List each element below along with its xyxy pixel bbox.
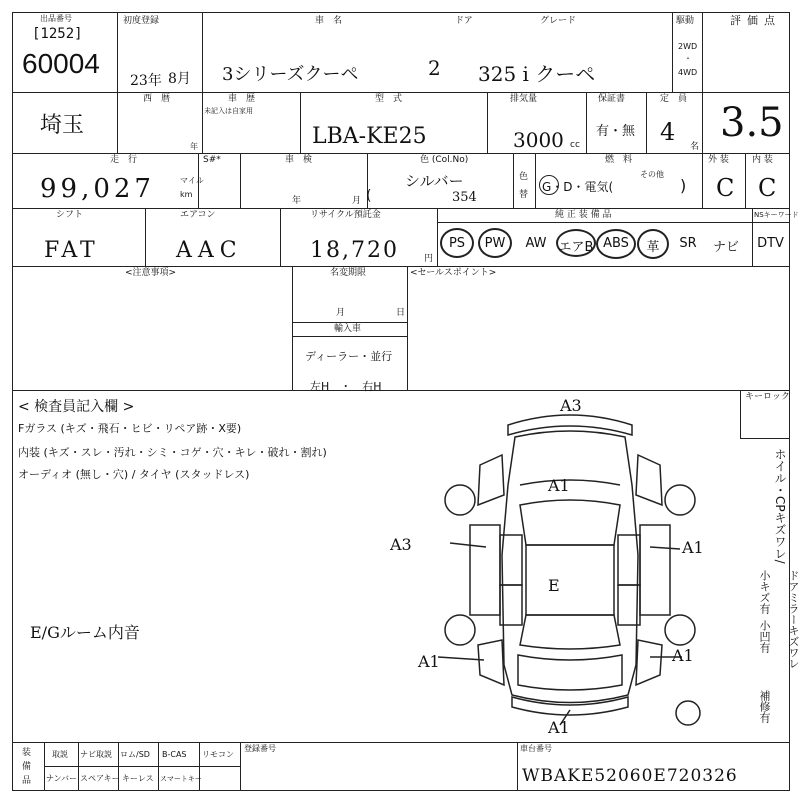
displacement: 3000 xyxy=(513,128,564,152)
equip-leather-circle xyxy=(637,229,669,259)
grade-label: グレード xyxy=(540,16,577,26)
damage-right-front: A1 xyxy=(682,538,704,557)
equip-pw-circle xyxy=(478,228,512,258)
equip-airbag: エアB xyxy=(558,240,594,255)
side-text-4: 小凹有 xyxy=(758,620,771,653)
mileage-sub: S#* xyxy=(203,155,221,165)
footer-item-bcas: B-CAS xyxy=(162,750,187,759)
ac-label: エアコン xyxy=(180,210,216,220)
reg-year: 23年 xyxy=(130,73,162,89)
fuel-g-circle xyxy=(539,175,559,195)
yen-unit: 円 xyxy=(424,254,434,264)
handwritten-note: E/Gルーム内音 xyxy=(30,623,140,642)
glass-line: Fガラス (キズ・飛石・ヒビ・リペア跡・X要) xyxy=(18,422,242,435)
side-text-5: 補修有 xyxy=(758,690,771,723)
warranty-value: 有・無 xyxy=(596,124,636,139)
year-suffix: 年 xyxy=(190,142,198,151)
score: 3.5 xyxy=(720,100,784,146)
ac: AAC xyxy=(176,238,243,263)
footer-item-navi-manual: ナビ取説 xyxy=(80,750,112,759)
name-label: 車 名 xyxy=(315,16,343,26)
history-label: 車 歴 xyxy=(228,94,256,104)
name-change-month: 月 xyxy=(336,308,346,318)
ext-grade: C xyxy=(716,174,735,202)
inspect-month: 月 xyxy=(352,196,362,206)
sales-label: <セールスポイント> xyxy=(410,268,497,278)
footer-cat-3: 品 xyxy=(22,776,32,786)
inspect-year: 年 xyxy=(292,196,302,206)
color-label: 色 (Col.No) xyxy=(420,155,469,165)
mileage: 99,027 xyxy=(40,174,155,204)
int-grade: C xyxy=(758,174,777,202)
side-text-1: ホイル・CPキズワレ/ xyxy=(773,448,787,564)
footer-item-keyless: キーレス xyxy=(122,774,154,783)
damage-rear: A1 xyxy=(548,718,570,737)
recycle: 18,720 xyxy=(310,238,399,263)
western-label: 西 暦 xyxy=(143,94,171,104)
equip-sr: SR xyxy=(679,236,697,251)
disp-label: 排気量 xyxy=(510,94,538,104)
handle: 左H ・ 右H xyxy=(310,380,382,393)
lot-number: 60004 xyxy=(22,48,100,79)
audio-line: オーディオ (無し・穴) / タイヤ (スタッドレス) xyxy=(18,468,250,481)
shift-label: シフト xyxy=(56,210,84,220)
equip-label: 純 正 装 備 品 xyxy=(555,210,612,220)
damage-left-front: A3 xyxy=(390,535,412,554)
import-label: 輸入車 xyxy=(334,324,362,334)
side-text-3: 小キズ有 xyxy=(758,570,771,614)
fuel-label: 燃 料 xyxy=(605,155,633,165)
mileage-label: 走 行 xyxy=(110,155,138,165)
dealer: ディーラー・並行 xyxy=(305,350,393,363)
seats-label: 定 員 xyxy=(660,94,688,104)
reg-label: 初度登録 xyxy=(123,16,160,26)
footer-item-manual: 取説 xyxy=(52,750,68,759)
footer-item-spare-key: スペアキー xyxy=(80,774,120,783)
reg-month: 8月 xyxy=(168,71,191,87)
caution-label: <注意事項> xyxy=(125,268,177,278)
keyless-label: キーロック xyxy=(745,392,790,402)
equip-dtv: DTV xyxy=(757,236,784,251)
damage-front: A3 xyxy=(560,396,582,415)
history-note: 未記入は自家用 xyxy=(204,107,253,115)
color-paren-open: ( xyxy=(366,188,372,204)
equip-abs: ABS xyxy=(603,236,629,251)
equip-ps: PS xyxy=(448,236,466,251)
footer-cat-2: 備 xyxy=(22,762,32,772)
doors: 2 xyxy=(428,56,441,80)
interior-line: 内装 (キズ・スレ・汚れ・シミ・コゲ・穴・キレ・破れ・割れ) xyxy=(18,446,327,459)
fuel-close: ) xyxy=(680,176,687,195)
drive-2wd: 2WD xyxy=(678,42,698,51)
equip-aw: AW xyxy=(525,236,547,251)
damage-right-rear: A1 xyxy=(672,646,694,665)
color-code: 354 xyxy=(452,190,477,205)
footer-item-plate: ナンバー xyxy=(46,774,78,783)
equip-navi: ナビ xyxy=(712,240,739,255)
color-change-1: 色 xyxy=(519,172,529,182)
damage-left-rear: A1 xyxy=(418,652,440,671)
unit-km: km xyxy=(180,190,193,199)
reg-no-label: 登録番号 xyxy=(244,744,276,753)
unit-mile: マイル xyxy=(180,176,204,185)
name-change-label: 名変期限 xyxy=(330,268,367,278)
name-change-day: 日 xyxy=(396,308,406,318)
int-label: 内 装 xyxy=(752,155,773,165)
fuel-options: G・D・電気( xyxy=(542,180,614,194)
color: シルバー xyxy=(405,172,464,190)
chassis: WBAKE52060E720326 xyxy=(522,766,738,786)
footer-item-remote: リモコン xyxy=(202,750,234,759)
warranty-label: 保証書 xyxy=(598,94,626,104)
top-label: 出品番号 xyxy=(40,14,72,23)
drive-dot: ・ xyxy=(684,54,692,63)
inspect-label: 車 検 xyxy=(285,155,313,165)
ext-label: 外 装 xyxy=(708,155,729,165)
side-text-2: ドアミラーキズワレ xyxy=(787,570,800,669)
drive-label: 駆動 xyxy=(676,16,695,26)
prefecture-saitama: 埼玉 xyxy=(40,112,85,137)
color-change-2: 替 xyxy=(519,190,529,200)
fuel-other: その他 xyxy=(640,170,664,179)
seats: 4 xyxy=(660,118,676,146)
footer-cat-1: 装 xyxy=(22,748,32,758)
equip-pw: PW xyxy=(484,236,506,251)
shift: FAT xyxy=(44,238,99,263)
model: LBA-KE25 xyxy=(312,124,427,149)
eval-label: 評価点 xyxy=(730,14,781,27)
recycle-label: リサイクル預託金 xyxy=(310,210,381,220)
car-diagram xyxy=(390,395,750,740)
model-label: 型 式 xyxy=(375,94,403,104)
equip-airbag-circle xyxy=(556,229,596,257)
ns-label: NSキーワード xyxy=(754,211,799,219)
grade: 325 i クーペ xyxy=(478,62,596,86)
equip-abs-circle xyxy=(596,229,636,259)
footer-item-smart-key: スマートキー xyxy=(160,775,202,783)
footer-item-rom: ロム/SD xyxy=(120,750,150,759)
inspector-title: < 検査員記入欄 > xyxy=(18,399,135,415)
cc-unit: cc xyxy=(570,140,580,150)
door-label: ドア xyxy=(455,16,473,26)
chassis-label: 車台番号 xyxy=(520,744,552,753)
equip-ps-circle xyxy=(440,228,474,258)
seats-unit: 名 xyxy=(690,142,700,152)
equip-leather: 革 xyxy=(646,240,660,255)
damage-roof: E xyxy=(548,576,560,595)
lot-code: [1252] xyxy=(32,26,83,42)
drive-4wd: 4WD xyxy=(678,68,698,77)
damage-hood: A1 xyxy=(548,476,570,495)
car-name: 3シリーズクーペ xyxy=(222,64,359,85)
